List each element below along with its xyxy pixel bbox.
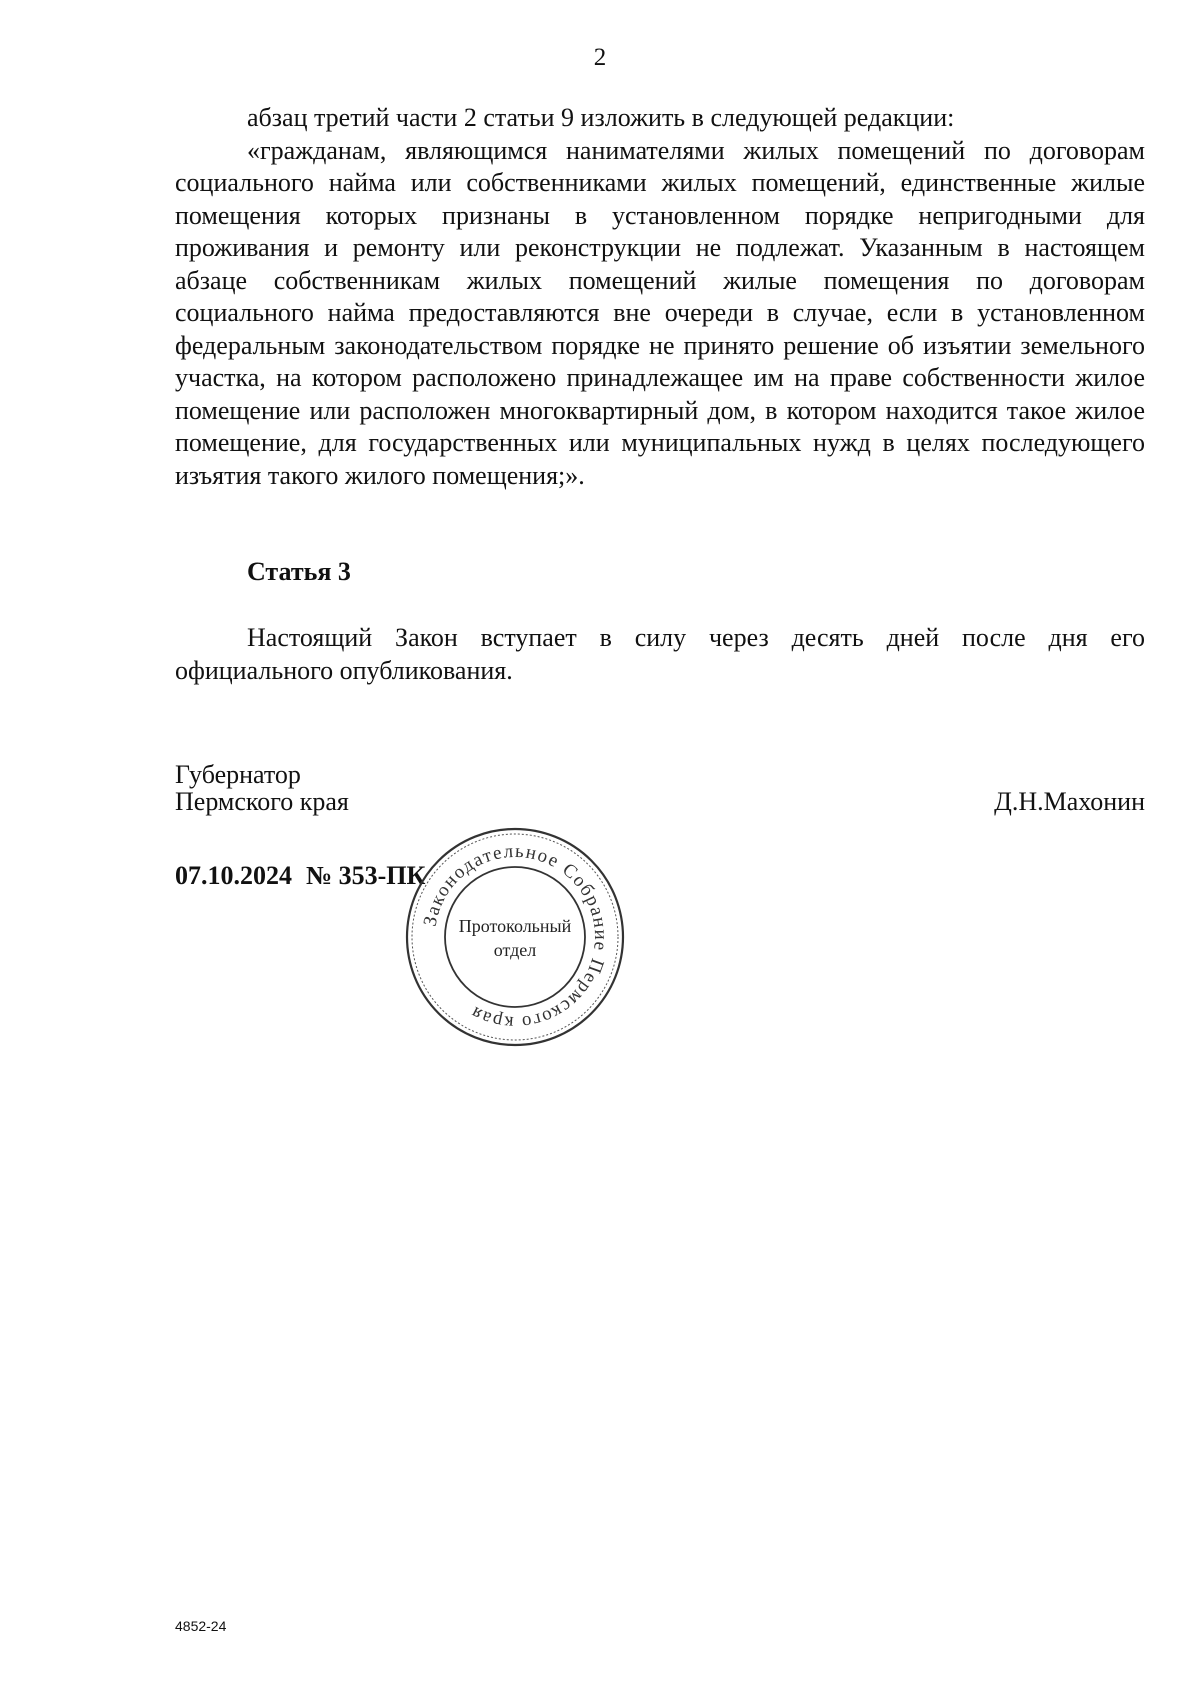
law-date-number [175,861,425,891]
stamp-ring-text: Законодательное Собрание Пермского края [419,840,612,1034]
law-date: 07.10.2024 [175,861,292,890]
page-number: 2 [593,44,607,71]
document-code: 4852-24 [175,1618,227,1634]
amendment-text [175,102,1145,492]
article-3-paragraph: Настоящий Закон вступает в силу через десять дней после дня его официального опубликования. [175,623,1145,685]
official-stamp [400,822,630,1052]
law-number: № 353-ПК [306,861,426,890]
signatory-position [175,761,349,815]
signatory-name: Д.Н.Махонин [994,787,1145,816]
signatory-region: Пермского края [175,787,349,816]
article-3-heading: Статья 3 [247,557,351,586]
article-3-body [175,622,1145,687]
stamp-center-line-1: Протокольный [458,916,572,936]
stamp-center-line-2: отдел [493,940,537,960]
signatory-title: Губернатор [175,760,301,789]
svg-text:Законодательное Собрание Пермс [420,841,611,1033]
amendment-intro-paragraph: абзац третий части 2 статьи 9 изложить в следующей редакции: [247,103,955,132]
amendment-quote-paragraph: «гражданам, являющимся нанимателями жилых помещений по договорам социального найма или собственниками жилых помещений, единственные жилые помещения которых признаны в установленном порядке непригодными для проживания и ремонту или реконструкции не подлежат. Указанным в настоящем абзаце собственникам жилых помещений жилые помещения по договорам социального найма предоставляются вне очереди в случае, если в установленном федеральным законодательством порядке не принято решение об изъятии земельного участка, на котором расположено принадлежащее им на праве собственности жилое помещение или расположен многоквартирный дом, в котором находится такое жилое помещение, для государственных или муниципальных нужд в целях последующего изъятия такого жилого помещения;». [175,135,1145,490]
stamp-seal-icon [400,822,630,1052]
